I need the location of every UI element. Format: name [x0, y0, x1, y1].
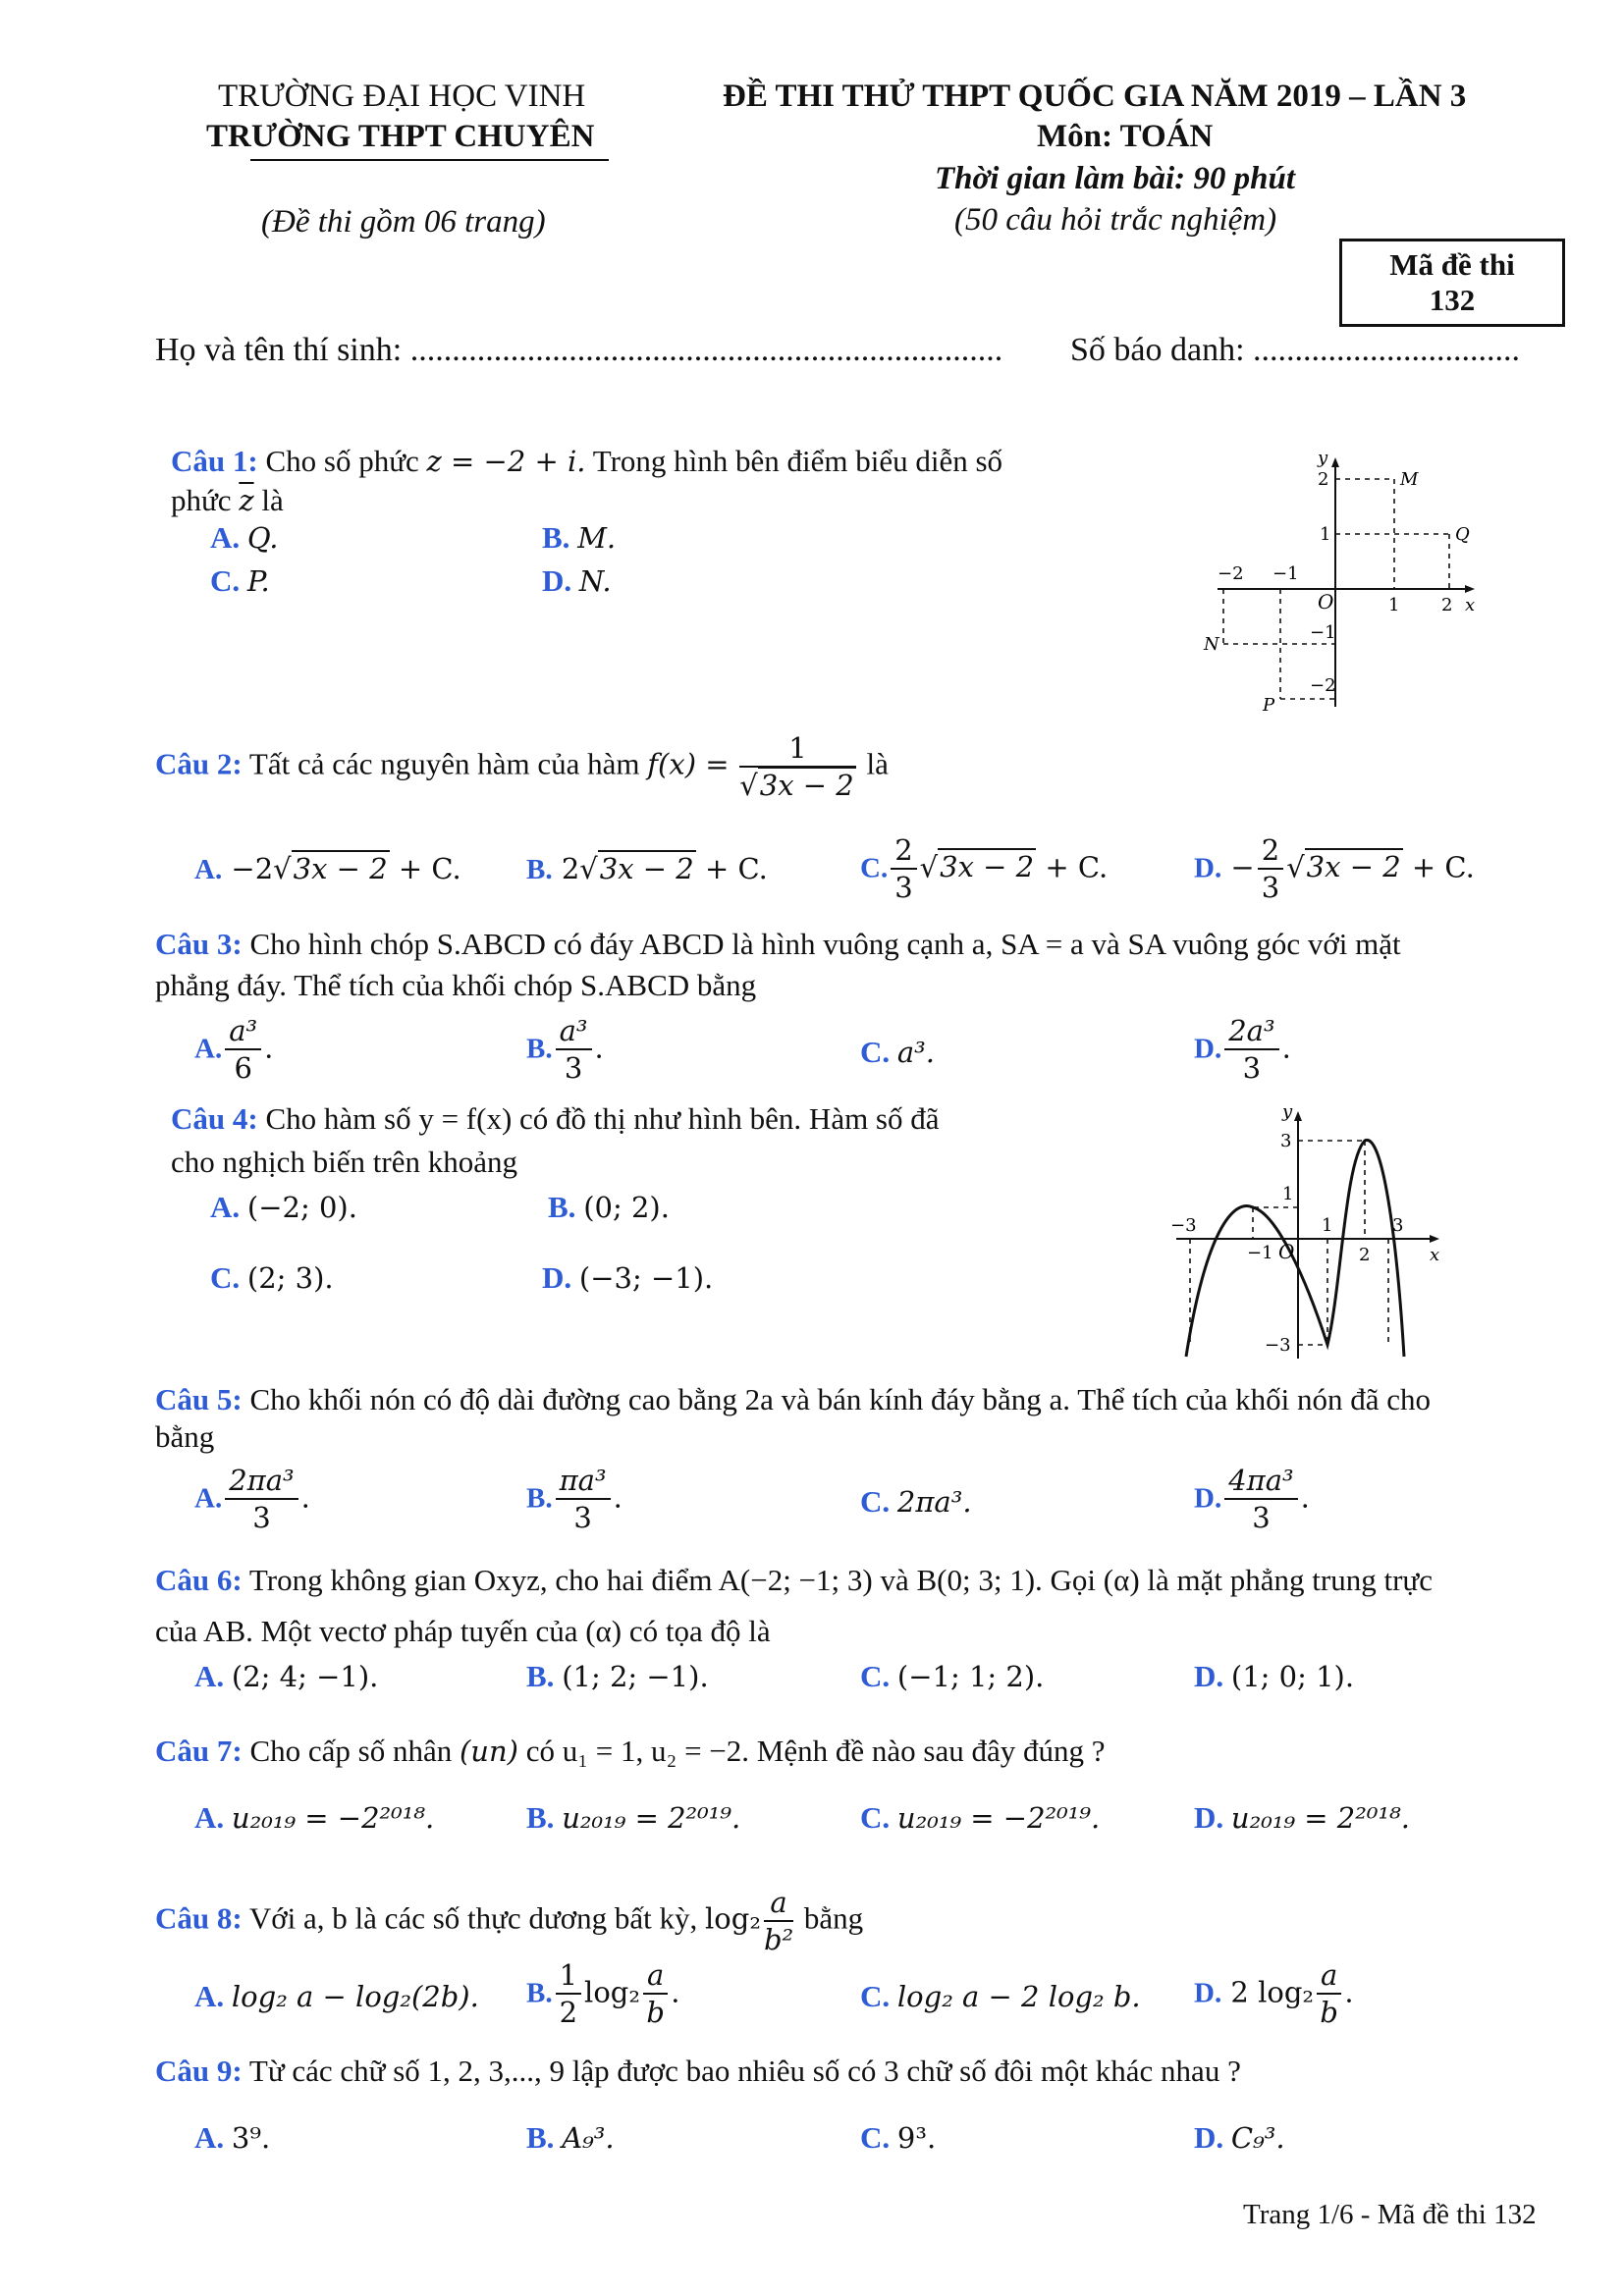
q1-option-a[interactable]: A. Q.: [210, 520, 279, 555]
q4-option-a[interactable]: A. (−2; 0).: [210, 1190, 357, 1224]
q1-fig-tick-xn2: −2: [1218, 563, 1244, 584]
q4-fig-y-label: y: [1282, 1101, 1293, 1122]
q1-fig-y-label: y: [1318, 448, 1328, 468]
q1-text3: phức: [171, 483, 232, 517]
q7-option-b[interactable]: B. u₂₀₁₉ = 2²⁰¹⁹.: [526, 1800, 741, 1835]
q4-label: Câu 4:: [171, 1101, 258, 1136]
q1-text: Cho số phức: [265, 444, 419, 478]
q7-option-c[interactable]: C. u₂₀₁₉ = −2²⁰¹⁹.: [860, 1800, 1101, 1835]
q9-option-a[interactable]: A. 3⁹.: [194, 2120, 271, 2155]
q8-text: Với a, b là các số thực dương bất kỳ,: [248, 1900, 698, 1936]
q1-fig-x-label: x: [1465, 595, 1476, 615]
q1-fig-origin: O: [1318, 590, 1334, 614]
school-subname: TRƯỜNG THPT CHUYÊN: [206, 119, 595, 154]
q1-z: z = −2 + i.: [426, 445, 586, 478]
q1-fig-tick-y2: 2: [1318, 469, 1329, 490]
q1-option-c-text: P.: [246, 564, 270, 598]
q2-option-c[interactable]: C. $\frac{2}{3}$ √3x − 2 + C.: [860, 833, 1109, 905]
q4-fig-tick-xn3: −3: [1170, 1215, 1197, 1236]
question-1: [171, 440, 1002, 483]
exam-code-value: 132: [1429, 283, 1476, 317]
q4-option-c[interactable]: C. (2; 3).: [210, 1260, 334, 1295]
q8-option-c[interactable]: C. log₂ a − 2 log₂ b.: [860, 1979, 1141, 2013]
q6-label: Câu 6:: [155, 1563, 243, 1597]
question-3: [155, 923, 1401, 966]
exam-title: ĐỀ THI THỬ THPT QUỐC GIA NĂM 2019 – LẦN 3: [723, 79, 1467, 114]
q4-figure: [1168, 1101, 1453, 1366]
q2-fx: f(x) =: [647, 747, 730, 781]
q1-option-d[interactable]: D. N.: [542, 563, 612, 598]
q3-option-b[interactable]: B. $\frac{\text{a³}}{3}$ .: [526, 1014, 604, 1086]
q1-fig-tick-yn1: −1: [1310, 622, 1336, 643]
question-6-line2: của AB. Một vectơ pháp tuyến của (α) có tọa độ là: [155, 1614, 771, 1648]
q4-fig-tick-x3: 3: [1392, 1215, 1404, 1236]
q5-text: Cho khối nón có độ dài đường cao bằng 2a và bán kính đáy bằng a. Thể tích của khối nón đã cho: [249, 1382, 1432, 1416]
exam-code-box: [1339, 239, 1565, 327]
exam-subject: Môn: TOÁN: [1037, 119, 1214, 154]
q4-fig-origin: O: [1278, 1240, 1295, 1263]
header-underline: [250, 159, 609, 161]
q1-y-arrow: [1331, 457, 1339, 467]
q5-option-a[interactable]: A. $\frac{\text{2πa³}}{3}$ .: [194, 1464, 310, 1535]
q1-fig-tick-xn1: −1: [1272, 563, 1299, 584]
q1-fig-tick-x2: 2: [1441, 595, 1453, 615]
q2-radicand: 3x − 2: [759, 769, 854, 803]
question-8: Câu 8: Với a, b là các số thực dương bất kỳ, log₂ $\frac{a}{\text{b²}}$ bằng: [155, 1886, 864, 1957]
q1-fig-point-p: P: [1263, 695, 1275, 716]
q4-text: Cho hàm số y = f(x) có đồ thị như hình bên. Hàm số đã: [265, 1101, 940, 1136]
q8-log: log₂: [705, 1901, 761, 1936]
q8-option-a[interactable]: A. log₂ a − log₂(2b).: [194, 1979, 479, 2013]
question-2: [155, 730, 889, 804]
q1-fig-point-q: Q: [1455, 524, 1470, 545]
q3-option-a[interactable]: A. $\frac{\text{a³}}{6}$ .: [194, 1014, 274, 1086]
q9-option-d[interactable]: D. C₉³.: [1194, 2120, 1285, 2155]
q1-x-arrow: [1465, 585, 1475, 593]
q6-option-d[interactable]: D. (1; 0; 1).: [1194, 1659, 1355, 1693]
q7-seq: (un): [459, 1735, 518, 1768]
question-1-line2: [171, 479, 284, 522]
q8-option-d[interactable]: D. 2 log₂ $\frac{a}{b}$ .: [1194, 1958, 1354, 2030]
question-4-line2: cho nghịch biến trên khoảng: [171, 1145, 517, 1179]
q4-fig-tick-x1: 1: [1322, 1215, 1333, 1236]
q2-option-d[interactable]: D. − $\frac{2}{3}$ √3x − 2 + C.: [1194, 833, 1475, 905]
q1-fig-tick-x1: 1: [1388, 595, 1400, 615]
q1-text4: là: [261, 483, 284, 517]
q2-option-b[interactable]: B. 2√3x − 2 + C.: [526, 852, 768, 885]
question-9: [155, 2050, 1241, 2093]
q2-fraction: $\frac{1}{√3x - 2}$: [739, 731, 854, 803]
q8-option-b[interactable]: B. $\frac{1}{2}$ log₂ $\frac{a}{b}$ .: [526, 1958, 680, 2030]
question-7: [155, 1730, 1105, 1773]
q6-option-b[interactable]: B. (1; 2; −1).: [526, 1659, 709, 1693]
q1-option-c[interactable]: C. P.: [210, 563, 270, 598]
q6-option-c[interactable]: C. (−1; 1; 2).: [860, 1659, 1045, 1693]
q9-text: Từ các chữ số 1, 2, 3,..., 9 lập được bao nhiêu số có 3 chữ số đôi một khác nhau ?: [248, 2054, 1241, 2088]
page-footer: Trang 1/6 - Mã đề thi 132: [1243, 2199, 1537, 2230]
q3-label: Câu 3:: [155, 927, 243, 961]
exam-code-label: Mã đề thi: [1389, 247, 1515, 282]
q5-label: Câu 5:: [155, 1382, 243, 1416]
q2-option-a[interactable]: A. −2√3x − 2 + C.: [194, 852, 461, 885]
q9-option-b[interactable]: B. A₉³.: [526, 2120, 615, 2155]
question-count: (50 câu hỏi trắc nghiệm): [954, 202, 1277, 238]
q2-label: Câu 2:: [155, 746, 243, 781]
q8-label: Câu 8:: [155, 1900, 243, 1936]
q1-text2: Trong hình bên điểm biểu diễn số: [592, 444, 1003, 478]
exam-duration: Thời gian làm bài: 90 phút: [935, 161, 1296, 196]
q5-option-c[interactable]: C. 2πa³.: [860, 1484, 972, 1519]
school-name: TRƯỜNG ĐẠI HỌC VINH: [218, 79, 586, 114]
q4-curve: [1186, 1140, 1404, 1357]
q1-option-d-text: N.: [578, 564, 612, 598]
q1-zbar: $\overline{z}$: [239, 484, 254, 517]
q4-fig-tick-yn3: −3: [1265, 1335, 1291, 1356]
q4-fig-tick-y1: 1: [1282, 1184, 1294, 1204]
q4-y-arrow: [1294, 1111, 1302, 1121]
q1-option-a-text: Q.: [246, 521, 279, 555]
q5-option-d[interactable]: D. $\frac{\text{4πa³}}{3}$ .: [1194, 1464, 1310, 1535]
q4-option-b[interactable]: B. (0; 2).: [548, 1190, 670, 1224]
q1-option-b-text: M.: [577, 521, 617, 555]
q3-option-c[interactable]: C. a³.: [860, 1035, 936, 1069]
q8-text2: bằng: [803, 1900, 864, 1936]
question-3-line2: phẳng đáy. Thể tích của khối chóp S.ABCD bằng: [155, 968, 757, 1002]
pages-note: (Đề thi gồm 06 trang): [261, 204, 546, 240]
q7-text: Cho cấp số nhân: [249, 1734, 453, 1768]
q1-fig-point-m: M: [1400, 469, 1419, 490]
q1-fig-tick-yn2: −2: [1310, 675, 1336, 696]
q1-figure: [1188, 442, 1483, 717]
q2-text: Tất cả các nguyên hàm của hàm: [248, 746, 640, 781]
q7-option-d[interactable]: D. u₂₀₁₉ = 2²⁰¹⁸.: [1194, 1800, 1410, 1835]
q3-text: Cho hình chóp S.ABCD có đáy ABCD là hình vuông cạnh a, SA = a và SA vuông góc với mặt: [249, 927, 1401, 961]
q7-text2: có u₁ = 1, u₂ = −2. Mệnh đề nào sau đây đúng ?: [525, 1734, 1106, 1768]
q2-text2: là: [866, 746, 889, 781]
q4-fig-tick-y3: 3: [1280, 1131, 1292, 1151]
candidate-name-field[interactable]: Họ và tên thí sinh: .......................................................................: [155, 332, 1003, 368]
q5-option-b[interactable]: B. $\frac{\text{πa³}}{3}$ .: [526, 1464, 623, 1535]
q9-option-c[interactable]: C. 9³.: [860, 2120, 937, 2155]
question-5-line2: bằng: [155, 1419, 215, 1454]
q1-fig-tick-y1: 1: [1320, 524, 1331, 545]
q4-fig-tick-xn1: −1: [1247, 1243, 1273, 1263]
q1-option-b[interactable]: B. M.: [542, 520, 617, 555]
q1-label: Câu 1:: [171, 444, 258, 478]
q3-option-d[interactable]: D. $\frac{\text{2a³}}{3}$ .: [1194, 1014, 1291, 1086]
question-4: [171, 1097, 940, 1141]
question-6: [155, 1559, 1433, 1602]
q4-x-arrow: [1430, 1235, 1439, 1243]
q6-option-a[interactable]: A. (2; 4; −1).: [194, 1659, 379, 1693]
question-5: [155, 1378, 1431, 1421]
q7-label: Câu 7:: [155, 1734, 243, 1768]
q4-fig-x-label: x: [1430, 1245, 1440, 1265]
q4-fig-tick-x2: 2: [1359, 1245, 1371, 1265]
q9-label: Câu 9:: [155, 2054, 243, 2088]
q2-fraction-num: 1: [739, 730, 855, 768]
q7-option-a[interactable]: A. u₂₀₁₉ = −2²⁰¹⁸.: [194, 1800, 435, 1835]
q4-option-d[interactable]: D. (−3; −1).: [542, 1260, 714, 1295]
candidate-id-field[interactable]: Số báo danh: ................................: [1070, 332, 1521, 368]
q6-text: Trong không gian Oxyz, cho hai điểm A(−2; −1; 3) và B(0; 3; 1). Gọi (α) là mặt phẳng trung trực: [248, 1563, 1433, 1597]
q1-fig-point-n: N: [1204, 634, 1219, 655]
